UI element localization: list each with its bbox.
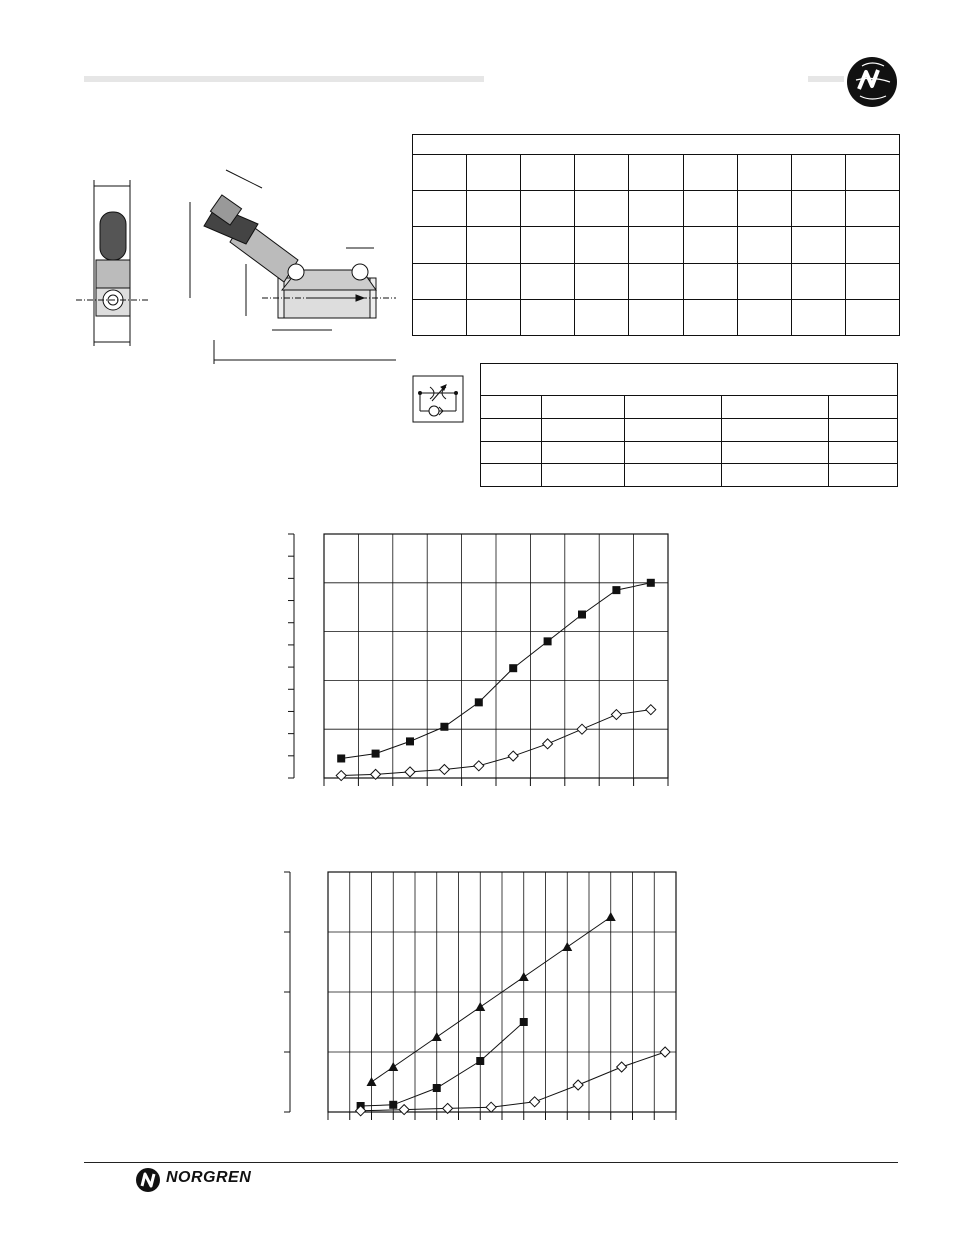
point-filled-triangle xyxy=(432,1032,442,1041)
point-open-diamond xyxy=(508,751,518,761)
point-filled-triangle xyxy=(606,912,616,921)
flow-chart-2 xyxy=(280,868,690,1128)
point-open-diamond xyxy=(660,1047,670,1057)
flow-regulator-check-valve-symbol xyxy=(412,375,464,423)
footer-rule xyxy=(84,1162,898,1163)
header-rule-right xyxy=(808,76,844,82)
point-filled-square xyxy=(520,1018,528,1026)
point-filled-square xyxy=(509,664,517,672)
point-open-diamond xyxy=(543,739,553,749)
point-filled-square xyxy=(578,611,586,619)
header-rule xyxy=(84,76,484,82)
brand-name: NORGREN xyxy=(166,1169,252,1186)
point-filled-square xyxy=(389,1101,397,1109)
point-open-diamond xyxy=(573,1080,583,1090)
point-filled-triangle xyxy=(519,972,529,981)
norgren-n-icon xyxy=(136,1168,160,1192)
point-open-diamond xyxy=(336,771,346,781)
point-filled-square xyxy=(337,754,345,762)
point-open-diamond xyxy=(577,724,587,734)
point-filled-square xyxy=(476,1057,484,1065)
point-filled-square xyxy=(612,586,620,594)
valve-dimension-drawing xyxy=(76,160,406,370)
point-filled-square xyxy=(544,637,552,645)
point-filled-triangle xyxy=(388,1062,398,1071)
series-line-filled-square xyxy=(361,1022,524,1106)
point-filled-square xyxy=(433,1084,441,1092)
point-open-diamond xyxy=(405,767,415,777)
port-table xyxy=(480,363,898,487)
point-open-diamond xyxy=(474,761,484,771)
point-open-diamond xyxy=(439,764,449,774)
point-filled-square xyxy=(440,723,448,731)
point-open-diamond xyxy=(646,705,656,715)
flow-chart-1 xyxy=(280,530,680,800)
point-open-diamond xyxy=(611,710,621,720)
norgren-logo xyxy=(136,1166,276,1194)
spec-table xyxy=(412,134,900,336)
series-line-filled-triangle xyxy=(372,917,611,1082)
point-filled-triangle xyxy=(367,1077,377,1086)
point-open-diamond xyxy=(399,1105,409,1115)
point-open-diamond xyxy=(486,1102,496,1112)
point-filled-square xyxy=(475,698,483,706)
globe-logo-icon xyxy=(846,56,898,108)
point-filled-square xyxy=(406,737,414,745)
point-filled-triangle xyxy=(475,1002,485,1011)
point-filled-triangle xyxy=(562,942,572,951)
point-filled-square xyxy=(372,750,380,758)
point-filled-square xyxy=(647,579,655,587)
series-line-open-diamond xyxy=(361,1052,666,1111)
point-open-diamond xyxy=(617,1062,627,1072)
point-open-diamond xyxy=(530,1097,540,1107)
